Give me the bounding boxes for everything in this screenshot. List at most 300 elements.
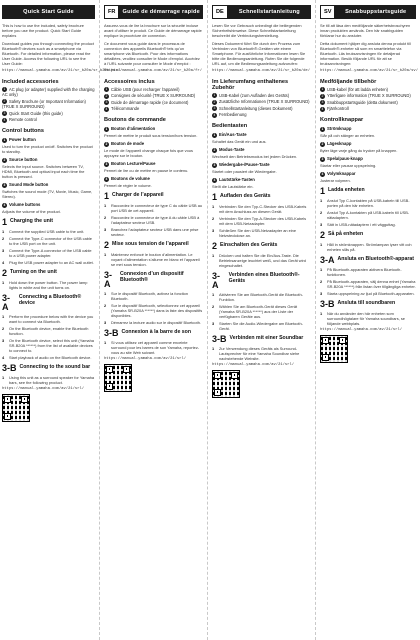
language-code-badge: DE — [212, 5, 228, 19]
step-number: 3-A — [320, 254, 335, 265]
step-heading — [2, 269, 95, 278]
instruction-text: Verbinden Sie den Typ-A-Stecker des USB-Kabels mit dem USB-Netzadapter. — [219, 215, 307, 226]
control-button-description: Startet oder pausiert die Wiedergabe. — [212, 168, 277, 174]
step-title: Turning on the unit — [10, 268, 57, 275]
step-number: 2 — [104, 239, 110, 250]
intro-url-link[interactable]: https://manual.yamaha.com/av/21/sr_b20a/fr/ — [104, 69, 202, 73]
step-instruction — [212, 253, 311, 268]
step-heading — [2, 218, 95, 227]
control-button-name: Bouton Lecture/Pause — [111, 160, 156, 166]
item-number-icon: 4 — [321, 106, 324, 111]
intro-paragraph: Lesen Sie vor Gebrauch unbedingt die beiliegenden Sicherheitshinweise. Diese Schnellstartanleitung beschreibt die Verbindungsherstellung. — [212, 23, 302, 38]
control-button-description: Slår på och stänger av enheten. — [320, 132, 376, 138]
item-number-icon: 1 — [3, 87, 6, 92]
step-heading — [104, 271, 203, 289]
intro-paragraph: Detta dokument hjälper dig ansluta denna produkt till Bluetooth®-enheter så som en smarttelefon via Bluetooth. Läs bruksanvisningen för detaljerad information. Besök följande URL för att se bruksanvisningen: — [320, 41, 411, 66]
step-instruction — [2, 248, 95, 258]
step-instruction — [2, 236, 95, 246]
instruction-text: Raccordez le connecteur de type C du câble USB au port USB de cet appareil. — [111, 202, 203, 213]
step-number: 1 — [2, 216, 8, 227]
section-heading: Included accessories — [2, 79, 59, 85]
control-button-name: Strömknapp — [327, 125, 352, 131]
accessory-label: Ytterligare information (TRUE X SURROUND) — [327, 93, 411, 99]
accessory-item — [104, 106, 203, 111]
accessory-item — [320, 87, 416, 92]
step-instruction — [2, 260, 95, 265]
accessory-item — [320, 93, 416, 98]
control-number-icon: 1 — [105, 126, 108, 131]
step-instruction — [2, 229, 95, 234]
instruction-text: Schließen Sie den USB-Netzadapter an eine Netzsteckdose an. — [219, 227, 296, 238]
qr-code-icon[interactable] — [212, 370, 240, 398]
accessory-item — [320, 100, 416, 105]
guide-title: Quick Start Guide — [23, 9, 74, 15]
step-number: 2 — [2, 267, 8, 278]
step-heading — [212, 193, 311, 202]
accessory-label: Safety Brochure (or Important Information) (TRUE X SURROUND) — [2, 98, 86, 110]
control-button-title — [2, 182, 95, 188]
step-instruction — [2, 375, 95, 385]
instruction-text: Anslut Typ C-kontakten på USB-kabeln till USB-porten på den här enheten. — [327, 197, 410, 208]
intro-paragraph: Se till att läsa den medföljande säkerhetsbroschyren innan produkten används. Den här snabbguiden förklarar hur du ansluter. — [320, 23, 411, 38]
column-header — [320, 5, 416, 19]
step-instruction — [104, 340, 203, 355]
instruction-number: 2 — [212, 303, 215, 309]
step-number: 3-B — [320, 298, 335, 309]
control-number-icon: 2 — [321, 141, 324, 146]
control-button-title — [104, 176, 203, 182]
accessory-item — [212, 99, 311, 104]
instruction-number: 2 — [104, 302, 107, 308]
instruction-text: Démarrez la lecture audio sur le dispositif Bluetooth. — [111, 319, 201, 325]
section-heading: Medföljande tillbehör — [320, 79, 377, 85]
control-number-icon: 3 — [213, 162, 216, 167]
instruction-text: Sur le dispositif Bluetooth, sélectionnez cet appareil (Yamaha SR-B20A ******) dans la liste des dispositifs disponibles. — [111, 302, 203, 318]
instruction-number: 4 — [2, 354, 5, 360]
step-number: 3-A — [2, 292, 11, 312]
step-instruction — [212, 321, 311, 331]
qr-finder-pattern — [4, 396, 11, 403]
instruction-number: 1 — [2, 279, 5, 285]
control-button-description: Adjusts the volume of the product. — [2, 208, 61, 214]
control-number-icon: 2 — [105, 141, 108, 146]
control-button-description: Justerar volymen. — [320, 177, 351, 183]
item-number-icon: 3 — [105, 100, 108, 105]
step-instruction — [320, 311, 416, 326]
item-number-icon: 2 — [3, 99, 6, 104]
instruction-text: Starten Sie die Audio-Wiedergabe am Bluetooth-Gerät. — [219, 320, 303, 331]
step-title: Ansluta en Bluetooth®-apparat — [337, 255, 414, 262]
control-button-description: Schaltet das Gerät ein und aus. — [212, 138, 267, 144]
accessory-item — [2, 99, 95, 110]
step-title: Ladda enheten — [328, 186, 365, 193]
guide-title: Snabbuppstartsguide — [345, 9, 407, 15]
control-button-name: Lautstärke-Tasten — [219, 176, 255, 182]
instruction-text: Sur le dispositif Bluetooth, activez la fonction Bluetooth. — [111, 290, 188, 301]
accessory-item — [2, 87, 95, 98]
instruction-text: Start playback of audio on the Bluetooth device. — [9, 354, 92, 360]
instruction-number: 1 — [320, 310, 323, 316]
step-heading — [212, 335, 311, 344]
qr-finder-pattern — [106, 383, 113, 390]
guide-title: Guide de démarrage rapide — [122, 9, 200, 15]
control-number-icon: 1 — [3, 137, 6, 142]
instruction-number: 1 — [212, 345, 215, 351]
instruction-text: Aktivieren Sie am Bluetooth-Gerät die Bluetooth-Funktion. — [219, 291, 303, 302]
intro-url-link[interactable]: https://manual.yamaha.com/av/21/sr_b20a/sr_b20a.html — [2, 69, 121, 73]
step-heading — [212, 272, 311, 290]
instruction-number: 3 — [2, 337, 5, 343]
item-number-icon: 2 — [105, 93, 108, 98]
item-number-icon: 4 — [105, 106, 108, 111]
control-button-description: Selects the input source. Switches between TV, HDMI, Bluetooth and optical input each time the button is pressed. — [2, 163, 85, 179]
accessory-label: AC plug (or adapter) supplied with the charging AC only) — [2, 87, 95, 98]
accessory-label: Fjärrkontroll — [327, 106, 349, 112]
guide-title: Schnellstartanleitung — [238, 9, 300, 15]
instruction-text: Branchez l’adaptateur secteur USB dans une prise secteur. — [111, 226, 199, 237]
step-instruction — [320, 267, 416, 277]
instruction-number: 2 — [2, 325, 5, 331]
instruction-number: 3 — [320, 221, 323, 227]
step-instruction — [320, 198, 416, 208]
column-sv — [316, 0, 420, 640]
intro-url-link[interactable]: https://manual.yamaha.com/av/21/sr_b20a/de/ — [212, 69, 310, 73]
instruction-text: Perform the procedure below with the device you want to connect via Bluetooth. — [9, 313, 94, 324]
accessory-item — [2, 117, 95, 122]
control-button-name: Spela/paus-knapp — [327, 155, 363, 161]
section-heading: Kontrollknappar — [320, 116, 364, 123]
footer-url-link[interactable]: https://manual.yamaha.com/av/21/srl/ — [2, 386, 85, 391]
qr-code-icon[interactable] — [2, 394, 30, 422]
instruction-number: 3 — [212, 227, 215, 233]
control-button-title — [212, 147, 311, 153]
column-de — [208, 0, 316, 640]
control-button-title — [212, 177, 311, 183]
instruction-number: 2 — [320, 278, 323, 284]
step-number: 3-B — [212, 333, 227, 344]
control-button-title — [2, 157, 95, 163]
step-instruction — [320, 242, 416, 252]
intro-paragraph: This is how to use the included, safely brochure before you use the product. Quick Start Guide explains — [2, 23, 84, 38]
step-number: 1 — [212, 191, 218, 202]
step-number: 1 — [320, 185, 326, 196]
step-heading — [2, 294, 95, 312]
control-number-icon: 3 — [3, 182, 6, 187]
step-heading — [2, 364, 95, 373]
instruction-text: På Bluetooth-apparaten aktivera Bluetooth-funktionen. — [327, 266, 402, 277]
control-number-icon: 1 — [321, 126, 324, 131]
step-instruction — [212, 216, 311, 226]
intro-paragraph: Dieses Dokument führt Sie durch den Prozess zum Verbinden von Bluetooth®-Geräten wie einem Smartphone. Für ausführliche Informationen lesen Sie bitte die Bedienungsanleitung. Rufen Sie die folgende URL auf, um die Bedienungsanleitung aufzurufen: — [212, 41, 306, 66]
footer-url-link[interactable]: https://manual.yamaha.com/av/21/srl/ — [212, 362, 295, 367]
instruction-number: 1 — [212, 252, 215, 258]
control-button-name: Power button — [9, 136, 36, 142]
instruction-text: Wählen Sie am Bluetooth-Gerät dieses Gerät (Yamaha SR-B20A ******) aus der Liste der verfügbaren Geräte aus. — [219, 303, 298, 319]
accessory-label: Snabbuppstartsguide (detta dokument) — [327, 99, 398, 105]
control-number-icon: 4 — [3, 202, 6, 207]
step-title: Connecting a Bluetooth® device — [18, 293, 82, 306]
step-instruction — [104, 227, 203, 237]
step-heading — [104, 329, 203, 338]
instruction-text: Sätt in USB-nätadaptern i ett vägguttag. — [327, 221, 396, 227]
instruction-text: Raccordez le connecteur de type A du câble USB à l’adaptateur secteur USB. — [111, 214, 200, 225]
accessory-label: Schnellstartanleitung (dieses Dokument) — [219, 105, 293, 111]
instruction-number: 4 — [2, 259, 5, 265]
instruction-number: 2 — [2, 235, 5, 241]
step-instruction — [104, 252, 203, 267]
control-button-description: Permet de mettre le produit sous tension/hors tension. — [104, 132, 198, 138]
footer-url-link[interactable]: https://manual.yamaha.com/av/21/srl/ — [104, 356, 187, 361]
step-title: Connexion à la barre de son — [121, 328, 191, 335]
step-instruction — [104, 303, 203, 318]
control-number-icon: 2 — [3, 157, 6, 162]
control-button-name: Bouton de mode — [111, 140, 145, 146]
column-fr — [100, 0, 208, 640]
instruction-number: 3 — [2, 247, 5, 253]
step-instruction — [104, 203, 203, 213]
accessory-label: Zusätzliche Informationen (TRUE X SURROUND) — [219, 99, 310, 105]
item-number-icon: 2 — [213, 99, 216, 104]
qr-code-icon[interactable] — [104, 364, 132, 392]
step-title: Så på enheten — [328, 230, 364, 237]
section-heading: Im Lieferumfang enthaltenes Zubehör — [212, 79, 289, 91]
control-button-name: Source button — [9, 156, 38, 162]
step-instruction — [212, 346, 311, 361]
control-number-icon: 2 — [213, 147, 216, 152]
item-number-icon: 3 — [321, 100, 324, 105]
accessory-label: Câble USB (pour recharger l’appareil) — [111, 87, 180, 92]
control-button-name: Boutons de volume — [111, 175, 150, 181]
step-number: 3-B — [2, 362, 17, 373]
control-button-title — [320, 171, 416, 177]
accessory-item — [212, 106, 311, 111]
item-number-icon: 1 — [105, 87, 108, 92]
accessory-label: Consignes de sécurité (TRUE X SURROUND) — [111, 93, 196, 99]
control-number-icon: 4 — [105, 176, 108, 181]
step-title: Connecting to the sound bar — [19, 363, 91, 370]
language-code-badge: FR — [104, 5, 119, 19]
accessory-label: Remote control — [9, 117, 37, 123]
qr-finder-pattern — [21, 396, 28, 403]
qr-code-icon[interactable] — [320, 335, 348, 363]
qr-finder-pattern — [123, 366, 130, 373]
control-button-name: Volume buttons — [9, 201, 41, 207]
item-number-icon: 4 — [3, 117, 6, 122]
instruction-number: 1 — [2, 313, 5, 319]
instruction-number: 2 — [104, 214, 107, 220]
control-button-title — [320, 126, 416, 132]
control-button-name: Volymknappar — [327, 170, 356, 176]
control-button-title — [320, 141, 416, 147]
instruction-text: On the Bluetooth device, select this unit (Yamaha SR-B20A ******) from the list of available devices to connect to. — [9, 337, 94, 353]
step-instruction — [104, 291, 203, 301]
footer-url-link[interactable]: https://manual.yamaha.com/av/21/srl/ — [320, 327, 403, 332]
control-button-description: Switches the sound mode (TV, Movie, Music, Game, Stereo). — [2, 188, 93, 199]
accessory-label: USB-kabel (för att ladda enheten) — [327, 87, 388, 92]
instruction-text: När du använder den här enheten som surroundhögtalare för Yamaha soundbars, se följande webbplats. — [327, 310, 405, 326]
item-number-icon: 3 — [213, 106, 216, 111]
step-title: Ansluta till soundbaren — [337, 299, 396, 306]
accessory-item — [212, 112, 311, 117]
instruction-text: På Bluetooth-apparaten, välj denna enhet (Yamaha SR-B20A ******) från listan över tillgängliga enheter. — [327, 278, 416, 289]
column-header — [212, 5, 311, 19]
control-button-title — [2, 137, 95, 143]
instruction-number: 1 — [212, 291, 215, 297]
instruction-number: 1 — [320, 266, 323, 272]
intro-paragraph: Ce document vous guide dans le processus de connexion des appareils Bluetooth® tels qu’un smartphone via Bluetooth. Pour des informations détaillées, veuillez consulter le Mode d’emploi. Accédez à l’URL suivante pour consulter le Mode d’emploi : — [104, 41, 200, 66]
control-button-name: Sound Mode button — [9, 181, 49, 187]
accessory-item — [2, 111, 95, 116]
control-button-description: Startar eller pausar uppspelning. — [320, 162, 377, 168]
accessory-item — [104, 100, 203, 105]
instruction-number: 1 — [104, 290, 107, 296]
step-title: Verbinden eines Bluetooth®-Geräts — [228, 271, 300, 285]
step-instruction — [320, 291, 416, 296]
step-number: 3-A — [104, 269, 113, 289]
control-button-description: Byter läge varje gång du trycker på knappen. — [320, 147, 398, 153]
control-button-title — [2, 202, 95, 208]
column-en — [0, 0, 121, 640]
accessory-label: Fernbedienung — [219, 112, 247, 118]
instruction-number: 1 — [2, 374, 5, 380]
instruction-number: 1 — [104, 202, 107, 208]
qr-finder-pattern — [339, 337, 346, 344]
step-title: Charging the unit — [10, 217, 53, 224]
step-instruction — [2, 280, 95, 290]
step-number: 2 — [212, 240, 218, 251]
section-heading: Boutons de commande — [104, 116, 166, 123]
instruction-number: 2 — [212, 215, 215, 221]
control-button-description: Permet de lire ou de mettre en pause le contenu. — [104, 167, 189, 173]
step-instruction — [212, 228, 311, 238]
accessory-item — [104, 87, 203, 92]
step-title: Connexion d’un dispositif Bluetooth® — [119, 270, 184, 284]
step-instruction — [320, 222, 416, 227]
control-button-name: Bouton d’alimentation — [111, 125, 156, 131]
instruction-number: 1 — [104, 251, 107, 257]
qr-finder-pattern — [214, 389, 221, 396]
control-button-title — [104, 161, 203, 167]
qr-finder-pattern — [322, 354, 329, 361]
step-title: Verbinden mit einer Soundbar — [229, 334, 304, 341]
instruction-text: Using this unit as a surround speaker for Yamaha bars, see the following product. — [9, 374, 95, 385]
instruction-text: Drücken und halten Sie die Ein/Aus-Taste. Die Betriebsanzeige leuchtet weiß, und das Gerät wird eingeschaltet. — [219, 252, 306, 268]
instruction-text: Connect the supplied USB cable to the unit. — [9, 228, 85, 234]
control-button-title — [104, 126, 203, 132]
control-button-name: Lägesknapp — [327, 140, 352, 146]
control-button-name: Modus-Taste — [219, 146, 245, 152]
item-number-icon: 1 — [321, 87, 324, 92]
qr-finder-pattern — [106, 366, 113, 373]
instruction-text: Anslut Typ A-kontakten på USB-kabeln till USB-nätadaptern. — [327, 209, 410, 220]
instruction-text: Hold down the power button. The power lamp lights in white and the unit turns on. — [9, 279, 88, 290]
instruction-number: 3 — [104, 319, 107, 325]
instruction-text: Si vous utilisez cet appareil comme enceinte surround pour les barres de son Yamaha, reportez-vous au site Web suivant. — [111, 339, 200, 355]
instruction-text: On the Bluetooth device, enable the Bluetooth function. — [9, 325, 89, 336]
step-instruction — [104, 215, 203, 225]
item-number-icon: 3 — [3, 111, 6, 116]
instruction-text: Connect the Type-C connector of the USB cable to the USB port on the unit. — [9, 235, 92, 246]
instruction-number: 1 — [320, 197, 323, 203]
control-button-name: Wiedergabe-/Pause-Taste — [219, 161, 270, 167]
control-button-description: Wechselt den Betriebsmodus bei jedem Drücken. — [212, 153, 298, 159]
instruction-text: Starta uppspelning av ljud på Bluetooth-apparaten. — [327, 290, 415, 296]
item-number-icon: 2 — [321, 93, 324, 98]
control-button-name: Ein/Aus-Taste — [219, 131, 247, 137]
step-instruction — [320, 279, 416, 289]
intro-paragraph: Download guides you through connecting the product Bluetooth® devices such as a smartphone via Bluetooth. For detailed information, please read the User Guide. Access the following URL to see the User Guide: — [2, 41, 94, 66]
control-number-icon: 4 — [321, 171, 324, 176]
instruction-number: 2 — [320, 209, 323, 215]
column-header — [2, 5, 95, 19]
instruction-number: 1 — [320, 241, 323, 247]
step-number: 2 — [320, 229, 326, 240]
qr-finder-pattern — [231, 372, 238, 379]
accessory-label: Quick Start Guide (this guide) — [9, 110, 63, 116]
instruction-number: 1 — [2, 228, 5, 234]
item-number-icon: 1 — [213, 93, 216, 98]
instruction-number: 1 — [104, 339, 107, 345]
column-header — [104, 5, 203, 19]
instruction-text: Verbinden Sie den Typ-C-Stecker des USB-Kabels mit dem Anschluss an diesem Gerät. — [219, 203, 307, 214]
control-button-title — [320, 156, 416, 162]
instruction-text: Maintenez enfoncé le bouton d’alimentation. Le voyant d’alimentation s’allume en blanc et l’appareil se met sous tension. — [111, 251, 200, 267]
step-instruction — [212, 204, 311, 214]
control-button-description: Used to turn the product on/off. Switches the product to standby. — [2, 143, 93, 154]
control-number-icon: 3 — [321, 156, 324, 161]
control-button-title — [104, 141, 203, 147]
intro-paragraph: Assurez-vous de lire la brochure sur la sécurité incluse avant d’utiliser le produit. Ce Guide de démarrage rapide explique la procédure de connexion. — [104, 23, 202, 38]
accessory-item — [320, 106, 416, 111]
item-number-icon: 4 — [213, 112, 216, 117]
step-instruction — [212, 304, 311, 319]
step-instruction — [104, 320, 203, 325]
step-title: Charger de l’appareil — [112, 191, 164, 198]
control-button-title — [212, 162, 311, 168]
instruction-text: Håll in strömknappen. Strömlampan lyser vitt och enheten slås på. — [327, 241, 412, 252]
step-instruction — [320, 210, 416, 220]
qr-finder-pattern — [322, 337, 329, 344]
control-number-icon: 4 — [213, 177, 216, 182]
instruction-text: Connect the Type-A connector of the USB cable to a USB power adapter. — [9, 247, 92, 258]
instruction-number: 3 — [104, 226, 107, 232]
accessory-label: Guide de démarrage rapide (ce document) — [111, 99, 189, 105]
step-number: 1 — [104, 190, 110, 201]
accessory-item — [212, 93, 311, 98]
step-instruction — [2, 338, 95, 353]
step-instruction — [212, 292, 311, 302]
step-heading — [320, 256, 416, 265]
control-button-title — [212, 132, 311, 138]
step-title: Einschalten des Geräts — [220, 241, 278, 248]
step-instruction — [2, 326, 95, 336]
step-instruction — [2, 314, 95, 324]
control-number-icon: 1 — [213, 132, 216, 137]
section-heading: Accessoires inclus — [104, 79, 155, 85]
section-heading: Bedientasten — [212, 122, 248, 129]
qr-finder-pattern — [4, 413, 11, 420]
instruction-number: 3 — [320, 290, 323, 296]
control-button-description: Permet de régler le volume. — [104, 182, 152, 188]
section-heading: Control buttons — [2, 127, 44, 134]
intro-url-link[interactable]: https://manual.yamaha.com/av/21/sr_b20a/sv/ — [320, 69, 418, 73]
language-code-badge: SV — [320, 5, 335, 19]
qr-finder-pattern — [214, 372, 221, 379]
step-number: 3-A — [212, 270, 221, 290]
step-heading — [320, 187, 416, 196]
step-heading — [320, 231, 416, 240]
step-heading — [104, 241, 203, 250]
